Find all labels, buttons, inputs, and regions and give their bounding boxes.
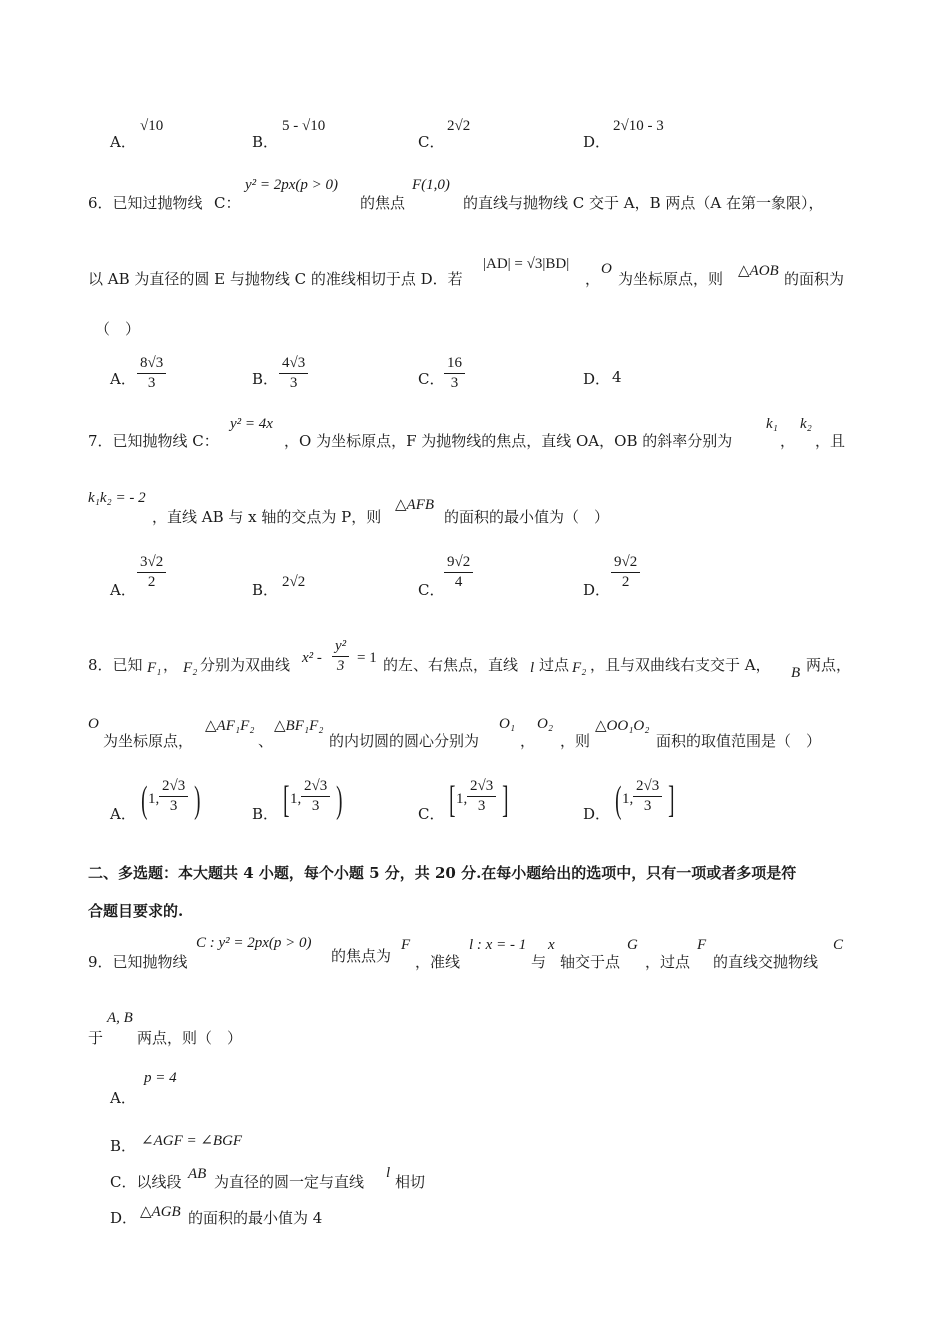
q8-option-c-interval [446, 776, 510, 824]
q9-option-c-l: l [386, 1165, 391, 1181]
q7-k1: k₁ [766, 416, 778, 432]
q8-option-b-label: B． [252, 805, 279, 823]
q8-option-c-den: 3 [477, 798, 486, 814]
q8-option-a-frac [159, 777, 188, 816]
q9-option-d-text: 的面积的最小值为 4 [188, 1209, 323, 1227]
q8-eq-rhs: = 1 [357, 650, 377, 666]
q9-point-F-2: F [697, 937, 707, 953]
q6-focus: F(1,0) [412, 177, 450, 193]
q8-option-a-interval [138, 776, 202, 824]
q6-parabola-eq: y² = 2px(p > 0) [245, 177, 339, 193]
q8-text-1b: 分别为双曲线 [200, 656, 291, 674]
q5-option-c-expr: 2√2 [447, 118, 471, 134]
q6-option-a-den: 3 [147, 375, 156, 391]
q6-option-b-den: 3 [289, 375, 298, 391]
q6-text-1c: 的直线与抛物线 C 交于 A，B 两点（A 在第一象限）， [463, 194, 824, 212]
q6-option-d-text: 4 [612, 368, 622, 386]
q8-option-c-label: C． [418, 805, 445, 823]
q9-option-c-text-b: 相切 [395, 1173, 426, 1191]
q9-text-1g: 的直线交抛物线 [713, 953, 819, 971]
q7-option-c-num: 9√2 [444, 553, 473, 573]
q8-triangle-3: △OO₁O₂ [595, 718, 650, 734]
q8-option-b-one: 1, [290, 791, 302, 807]
q8-line-l: l [530, 660, 535, 676]
q8-text-2c: ，则 [560, 732, 591, 750]
q9-option-a-expr: p = 4 [144, 1070, 177, 1086]
q8-option-c-num: 2√3 [467, 777, 496, 797]
q6-option-b-frac [279, 354, 308, 393]
q8-option-a-right: ) [194, 779, 201, 821]
q8-option-b-right: ) [336, 779, 343, 821]
q9-directrix-eq: l : x = - 1 [469, 937, 527, 953]
q8-option-a-left: ( [141, 779, 148, 821]
q7-option-d-label: D． [583, 581, 611, 599]
q8-text-2d: 面积的取值范围是（ ） [656, 732, 822, 750]
q8-O1: O₁ [499, 716, 516, 732]
q7-option-a-label: A． [110, 581, 136, 599]
q8-text-1c: 的左、右焦点，直线 [383, 656, 519, 674]
q8-option-d-num: 2√3 [633, 777, 662, 797]
q8-option-a-den: 3 [169, 798, 178, 814]
q9-text-1b: 的焦点为 [331, 947, 392, 965]
q6-option-a-frac [137, 354, 166, 393]
q9-text-1f: ，过点 [645, 953, 691, 971]
q6-text-2b: ， [585, 270, 601, 288]
q8-option-b-left: [ [283, 779, 290, 821]
q7-sep: ， [780, 432, 796, 450]
q8-option-d-interval [612, 776, 676, 824]
q6-option-b-num: 4√3 [279, 354, 308, 374]
q7-option-d-frac [611, 553, 640, 592]
q7-option-d-den: 2 [621, 574, 630, 590]
q8-origin: O [88, 716, 99, 732]
q8-option-d-frac [633, 777, 662, 816]
q9-x: x [548, 937, 555, 953]
q8-eq-frac [332, 637, 349, 676]
q9-option-c-text-a: 为直径的圆一定与直线 [214, 1173, 365, 1191]
q9-option-d-triangle: △AGB [140, 1204, 181, 1220]
q9-option-c-AB: AB [188, 1166, 207, 1182]
q8-text-1a: 8．已知 [88, 656, 143, 674]
q6-text-2a: 以 AB 为直径的圆 E 与抛物线 C 的准线相切于点 D．若 [88, 270, 463, 288]
q7-k2: k₂ [800, 416, 812, 432]
q8-option-b-frac [301, 777, 330, 816]
section2-heading-line1: 二、多选题：本大题共 4 小题，每个小题 5 分，共 20 分.在每小题给出的选项中，只有一项或者多项是符 [88, 864, 797, 882]
q8-O2: O₂ [537, 716, 554, 732]
q6-option-a-label: A． [110, 370, 136, 388]
q7-option-b-label: B． [252, 581, 279, 599]
q8-option-c-one: 1, [456, 791, 468, 807]
q8-option-c-right: ] [502, 779, 509, 821]
q8-text-1e: ，且与双曲线右支交于 A， [590, 656, 771, 674]
q9-option-c-label: C．以线段 [110, 1173, 182, 1191]
q7-parabola-eq: y² = 4x [230, 416, 273, 432]
q8-comma-1: ， [163, 656, 179, 674]
q7-option-a-den: 2 [147, 574, 156, 590]
q7-option-c-label: C． [418, 581, 445, 599]
q8-option-d-den: 3 [643, 798, 652, 814]
q6-option-c-num: 16 [444, 354, 465, 374]
q8-option-a-label: A． [110, 805, 136, 823]
q8-option-a-one: 1, [148, 791, 160, 807]
q7-option-a-num: 3√2 [137, 553, 166, 573]
q8-F2-b: F₂ [572, 660, 587, 676]
q9-points-AB: A, B [107, 1010, 133, 1026]
q8-option-d-label: D． [583, 805, 611, 823]
q7-option-c-den: 4 [454, 574, 463, 590]
q8-point-B: B [791, 665, 801, 681]
q9-text-2b: 两点，则（ ） [137, 1029, 243, 1047]
q6-option-c-frac [444, 354, 465, 393]
q7-option-b-text: 2√2 [282, 574, 306, 590]
q8-option-d-left: ( [615, 779, 622, 821]
q8-option-b-num: 2√3 [301, 777, 330, 797]
q8-triangle-2: △BF₁F₂ [274, 718, 324, 734]
q8-dun: 、 [258, 732, 274, 750]
q6-option-b-label: B． [252, 370, 279, 388]
q9-text-1e: 轴交于点 [560, 953, 621, 971]
q6-origin: O [601, 261, 612, 277]
q7-option-d-num: 9√2 [611, 553, 640, 573]
q5-option-a-expr: √10 [140, 118, 164, 134]
q6-option-a-num: 8√3 [137, 354, 166, 374]
q9-text-1d: 与 [531, 953, 547, 971]
q6-option-d-label: D． [583, 370, 611, 388]
q5-option-b-label: B． [252, 133, 279, 151]
q8-text-2b: 的内切圆的圆心分别为 [329, 732, 480, 750]
q8-triangle-1: △AF₁F₂ [205, 718, 255, 734]
q6-triangle: △AOB [738, 263, 779, 279]
q7-text-1c: ，且 [815, 432, 846, 450]
q5-option-a-label: A． [110, 133, 136, 151]
q6-text-2c: 为坐标原点，则 [618, 270, 724, 288]
q7-text-2b: 的面积的最小值为（ ） [444, 508, 610, 526]
q8-option-d-right: ] [668, 779, 675, 821]
q7-text-1a: 7．已知抛物线 C： [88, 432, 219, 450]
q9-C: C [833, 937, 844, 953]
q7-k-product-eq: k₁k₂ = - 2 [88, 490, 146, 506]
q9-focus-F: F [401, 937, 411, 953]
q8-comma-2: ， [520, 732, 536, 750]
q8-text-2a: 为坐标原点， [103, 732, 194, 750]
q7-text-1b: ，O 为坐标原点，F 为抛物线的焦点，直线 OA，OB 的斜率分别为 [284, 432, 733, 450]
section2-heading-line2: 合题目要求的. [88, 902, 184, 920]
q6-text-1C: C： [214, 194, 241, 212]
q6-option-c-den: 3 [450, 375, 459, 391]
q8-F1: F₁ [147, 660, 162, 676]
q9-option-a-label: A． [110, 1089, 136, 1107]
q9-text-2a: 于 [88, 1029, 104, 1047]
q9-point-G: G [627, 937, 638, 953]
q6-text-1a: 6．已知过抛物线 [88, 194, 203, 212]
q8-option-d-one: 1, [622, 791, 634, 807]
q9-option-b-label: B． [110, 1137, 137, 1155]
q8-text-1d: 过点 [539, 656, 570, 674]
q9-option-d-label: D． [110, 1209, 138, 1227]
q5-option-b-expr: 5 - √10 [282, 118, 326, 134]
q9-parabola-eq: C : y² = 2px(p > 0) [196, 935, 312, 951]
q5-option-c-label: C． [418, 133, 445, 151]
q8-eq-num: y² [332, 637, 349, 657]
q6-text-2d: 的面积为 [784, 270, 845, 288]
q7-option-c-frac [444, 553, 473, 592]
q9-text-1a: 9．已知抛物线 [88, 953, 188, 971]
q7-text-2a: ，直线 AB 与 x 轴的交点为 P，则 [152, 508, 382, 526]
q8-F2: F₂ [183, 660, 198, 676]
q7-triangle: △AFB [395, 497, 435, 513]
q8-text-1f: 两点， [806, 656, 852, 674]
q8-option-c-frac [467, 777, 496, 816]
q6-answer-paren: （ ） [95, 320, 141, 338]
q5-option-d-expr: 2√10 - 3 [613, 118, 664, 134]
q8-option-b-den: 3 [311, 798, 320, 814]
q8-option-c-left: [ [449, 779, 456, 821]
q8-option-b-interval [280, 776, 344, 824]
q8-option-a-num: 2√3 [159, 777, 188, 797]
q6-text-1b: 的焦点 [360, 194, 406, 212]
q6-option-c-label: C． [418, 370, 445, 388]
q5-option-d-label: D． [583, 133, 611, 151]
q7-option-a-frac [137, 553, 166, 592]
q8-eq-x: x² - [302, 650, 322, 666]
q6-ad-bd-eq: |AD| = √3|BD| [483, 256, 570, 272]
q8-eq-den: 3 [336, 658, 345, 674]
q9-option-b-expr: ∠AGF = ∠BGF [141, 1133, 243, 1149]
q9-text-1c: ，准线 [415, 953, 461, 971]
